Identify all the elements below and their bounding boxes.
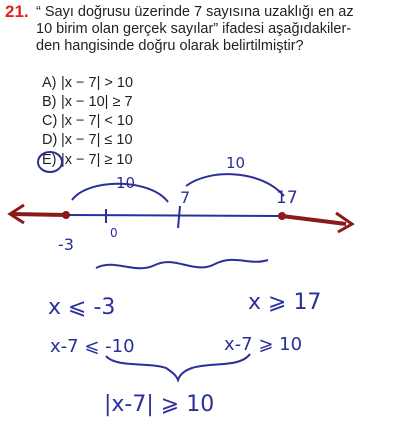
- ray-right: [282, 216, 346, 224]
- inequality-right: x ⩾ 17: [248, 290, 322, 315]
- option-text: |x − 7| > 10: [61, 75, 134, 91]
- distance-arc-right: [186, 174, 284, 196]
- number-line: [66, 215, 282, 216]
- option-letter: A): [42, 75, 57, 91]
- option-text: |x − 7| < 10: [61, 113, 134, 129]
- question-line-3: den hangisinde doğru olarak belirtilmiştir?: [36, 38, 304, 54]
- question-line-2: 10 birim olan gerçek sayılar” ifadesi aşağıdakiler-: [36, 21, 352, 37]
- dist-label-left: 10: [116, 174, 136, 192]
- option-letter: E): [42, 152, 57, 168]
- option-text: |x − 10| ≥ 7: [61, 94, 133, 110]
- option-letter: B): [42, 94, 57, 110]
- option-text: |x − 7| ≤ 10: [61, 132, 133, 148]
- wavy-underline: [96, 260, 268, 268]
- step-right: x-7 ⩾ 10: [224, 334, 303, 355]
- point-17: [278, 212, 286, 220]
- ray-left: [12, 214, 66, 215]
- question-number: 21.: [5, 2, 29, 21]
- dist-label-right: 10: [226, 154, 246, 172]
- question-line-1: “ Sayı doğrusu üzerinde 7 sayısına uzaklığı en az: [36, 4, 354, 20]
- mark-seven: 7: [180, 188, 191, 207]
- step-left: x-7 ⩽ -10: [50, 336, 135, 357]
- mark-minus-3: -3: [58, 235, 74, 254]
- point-minus-3: [62, 211, 70, 219]
- brace: [106, 354, 250, 380]
- mark-17: 17: [276, 188, 298, 208]
- option-text: |x − 7| ≥ 10: [61, 152, 133, 168]
- selected-option-circle: [38, 152, 62, 172]
- tick-seven: [178, 206, 180, 228]
- mark-zero: 0: [110, 226, 118, 240]
- option-letter: C): [42, 113, 58, 129]
- final-result: |x-7| ⩾ 10: [104, 392, 215, 417]
- inequality-left: x ⩽ -3: [48, 295, 116, 320]
- option-letter: D): [42, 132, 58, 148]
